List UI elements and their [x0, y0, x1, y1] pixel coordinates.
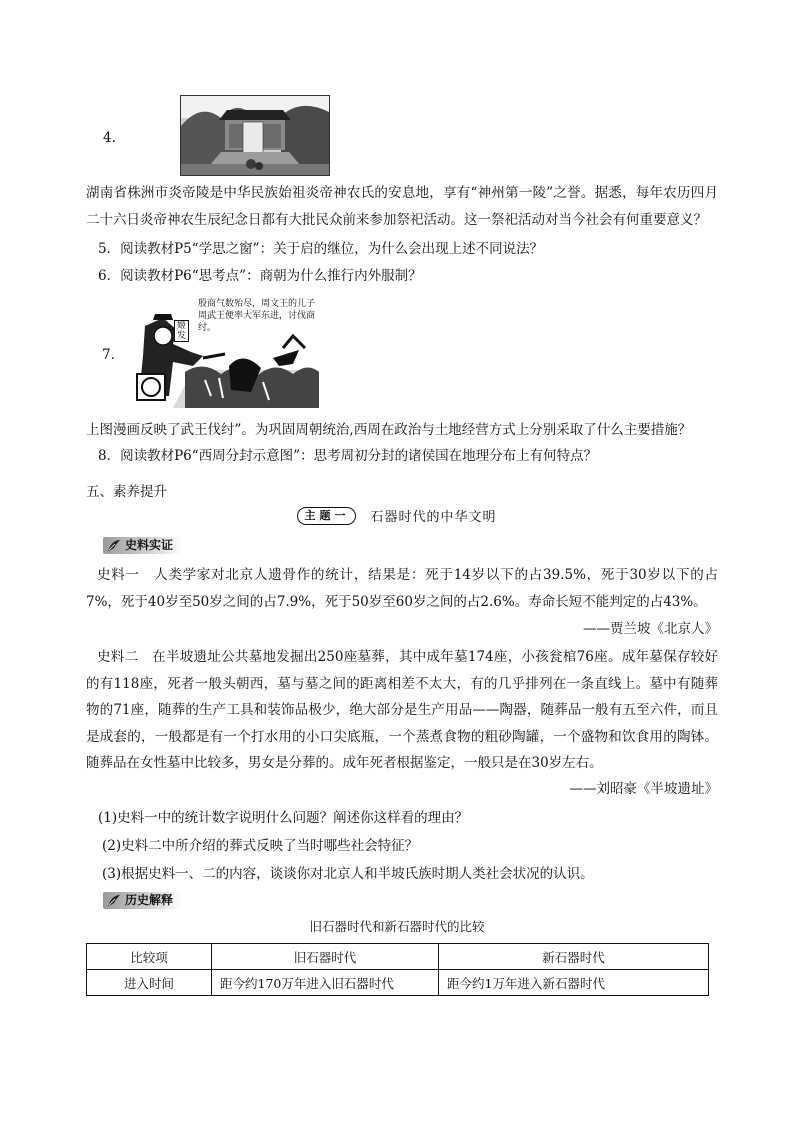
- interpretation-badge-label: 历史解释: [125, 893, 174, 907]
- topic-text: 石器时代的中华文明: [370, 510, 497, 525]
- table-cell: 距今约170万年进入旧石器时代: [212, 970, 439, 996]
- sub-question-3: (3)根据史料一、二的内容，谈谈你对北京人和半坡氏族时期人类社会状况的认识。: [102, 866, 594, 882]
- section-heading: 五、素养提升: [86, 484, 167, 500]
- q6-text: 6．阅读教材P6“思考点”：商朝为什么推行内外服制？: [98, 268, 422, 284]
- q4-number: 4.: [103, 130, 116, 146]
- quill-icon: [106, 538, 122, 553]
- table-header-cell: 比较项: [87, 944, 212, 970]
- evidence-badge: [103, 537, 181, 554]
- sub-question-2: (2)史料二中所介绍的葬式反映了当时哪些社会特征？: [102, 838, 419, 854]
- table-cell: 距今约1万年进入新石器时代: [439, 970, 709, 996]
- topic-title: [0, 506, 794, 525]
- quill-icon: [106, 893, 122, 908]
- cartoon-caption: 殷商气数殆尽，周文王的儿子周武王便率大军东进，讨伐商纣。: [198, 299, 316, 333]
- source2-text: 史料二 在半坡遗址公共墓地发掘出250座墓葬，其中成年墓174座，小孩瓮棺76座。成年墓保存较好的有118座，死者一般头朝西，墓与墓之间的距离相差不太大，有的几乎排列在一条直线上。墓中有随葬物的71座，随葬的生产工具和装饰品极少，绝大部分是生产用品——陶器，随葬品一般有五至六件，而且是成套的，一般都是有一个打水用的小口尖底瓶，一个蒸煮食物的粗砂陶罐，一个盛物和饮食用的陶钵。随葬品在女性墓中比较多，男女是分葬的。成年死者根据鉴定，一般只是在30岁左右。: [86, 649, 718, 771]
- cartoon-name-tag: 姬发: [174, 320, 189, 342]
- table-row: [87, 970, 709, 996]
- table-caption: 旧石器时代和新石器时代的比较: [309, 919, 485, 934]
- table-header-row: [87, 944, 709, 970]
- q5-text: 5．阅读教材P5“学思之窗”：关于启的继位，为什么会出现上述不同说法？: [98, 241, 544, 257]
- q8-text: 8．阅读教材P6“西周分封示意图”：思考周初分封的诸侯国在地理分布上有何特点？: [98, 448, 598, 464]
- table-header-cell: 旧石器时代: [212, 944, 439, 970]
- table-header-cell: 新石器时代: [439, 944, 709, 970]
- mausoleum-image: [181, 96, 329, 175]
- yandi-mausoleum-photo: [180, 95, 330, 176]
- q7-number: 7.: [102, 347, 115, 363]
- sub-question-1: (1)史料一中的统计数字说明什么问题？阐述你这样看的理由？: [98, 810, 469, 826]
- q4-text: 湖南省株洲市炎帝陵是中华民族始祖炎帝神农氏的安息地，享有“神州第一陵”之誉。据悉，每年农历四月二十六日炎帝神农生辰纪念日都有大批民众前来参加祭祀活动。这一祭祀活动对当今社会有何重要意义？: [86, 185, 718, 228]
- source2-cite: ——刘昭豪《半坡遗址》: [569, 781, 718, 797]
- comparison-table: [86, 943, 709, 996]
- q7-text: 上图漫画反映了武王伐纣”。为巩固周朝统治,西周在政治与土地经营方式上分别采取了什么主要措施？: [86, 422, 692, 438]
- topic-pill: 主题一: [297, 507, 356, 525]
- source1-cite: ——贾兰坡《北京人》: [583, 621, 718, 637]
- evidence-badge-label: 史料实证: [125, 538, 174, 552]
- interpretation-badge: [103, 892, 181, 909]
- source1-text: 史料一 人类学家对北京人遗骨作的统计，结果是：死于14岁以下的占39.5%，死于30岁以下的占7%，死于40岁至50岁之间的占7.9%，死于50岁至60岁之间的占2.6%。寿命长短不能判定的占43%。: [86, 567, 718, 610]
- table-cell: 进入时间: [87, 970, 212, 996]
